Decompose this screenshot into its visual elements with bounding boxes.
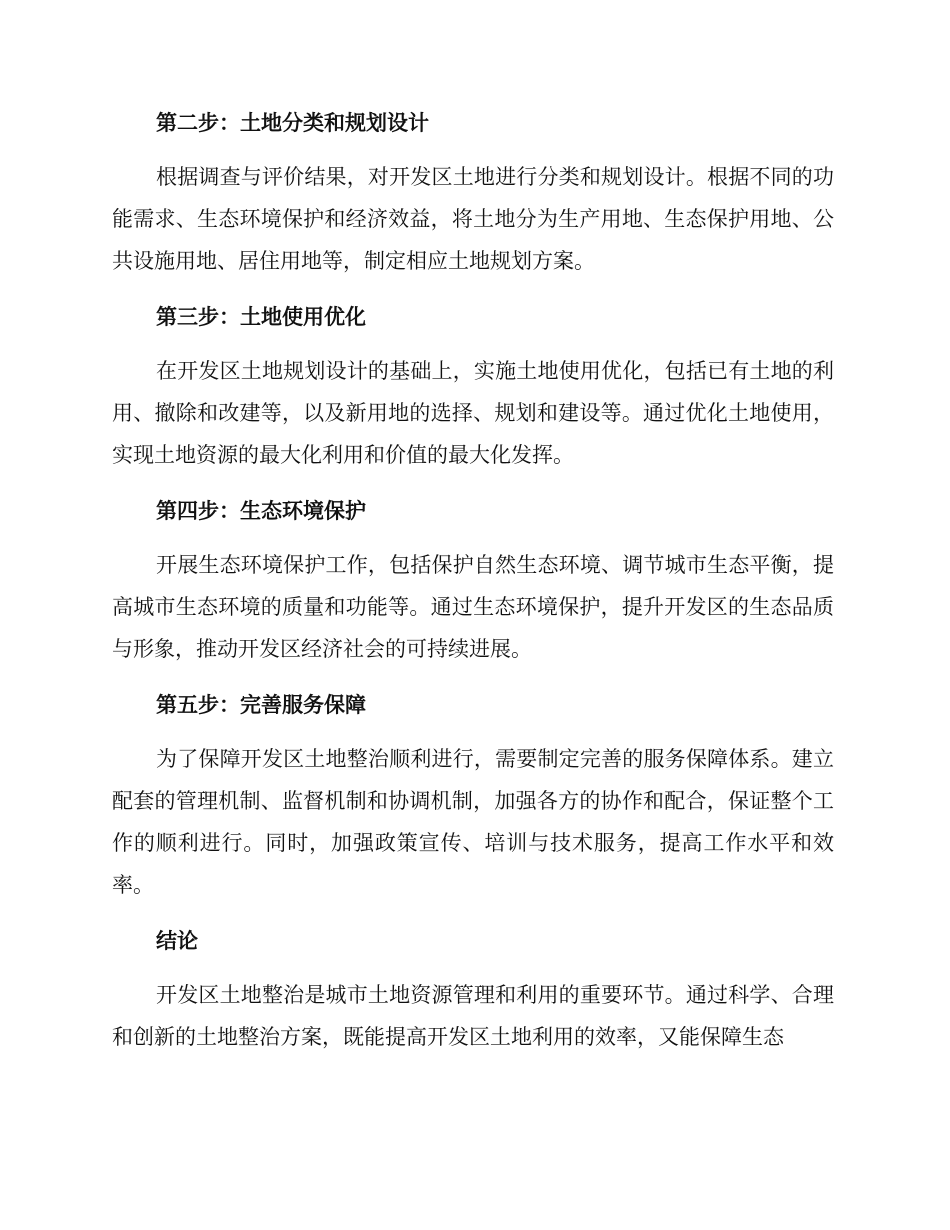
section-heading-step-4: 第四步：生态环境保护 [156,498,366,523]
section-paragraph-step-2: 根据调查与评价结果，对开发区土地进行分类和规划设计。根据不同的功能需求、生态环境保护和经济效益，将土地分为生产用地、生态保护用地、公共设施用地、居住用地等，制定相应土地规划方案。 [112,165,834,273]
section-heading-step-2: 第二步：土地分类和规划设计 [156,110,429,135]
section-paragraph-step-4: 开展生态环境保护工作，包括保护自然生态环境、调节城市生态平衡，提高城市生态环境的质量和功能等。通过生态环境保护，提升开发区的生态品质与形象，推动开发区经济社会的可持续进展。 [112,553,834,661]
section-paragraph-step-5: 为了保障开发区土地整治顺利进行，需要制定完善的服务保障体系。建立配套的管理机制、监督机制和协调机制，加强各方的协作和配合，保证整个工作的顺利进行。同时，加强政策宣传、培训与技术服务，提高工作水平和效率。 [112,747,834,897]
section-heading-step-3: 第三步：土地使用优化 [156,304,366,329]
section-heading-conclusion: 结论 [156,928,198,953]
section-paragraph-step-3: 在开发区土地规划设计的基础上，实施土地使用优化，包括已有土地的利用、撤除和改建等，以及新用地的选择、规划和建设等。通过优化土地使用，实现土地资源的最大化利用和价值的最大化发挥。 [112,359,834,467]
section-paragraph-conclusion: 开发区土地整治是城市土地资源管理和利用的重要环节。通过科学、合理和创新的土地整治方案，既能提高开发区土地利用的效率，又能保障生态 [112,983,834,1049]
section-heading-step-5: 第五步：完善服务保障 [156,692,366,717]
document-page [112,106,834,1058]
